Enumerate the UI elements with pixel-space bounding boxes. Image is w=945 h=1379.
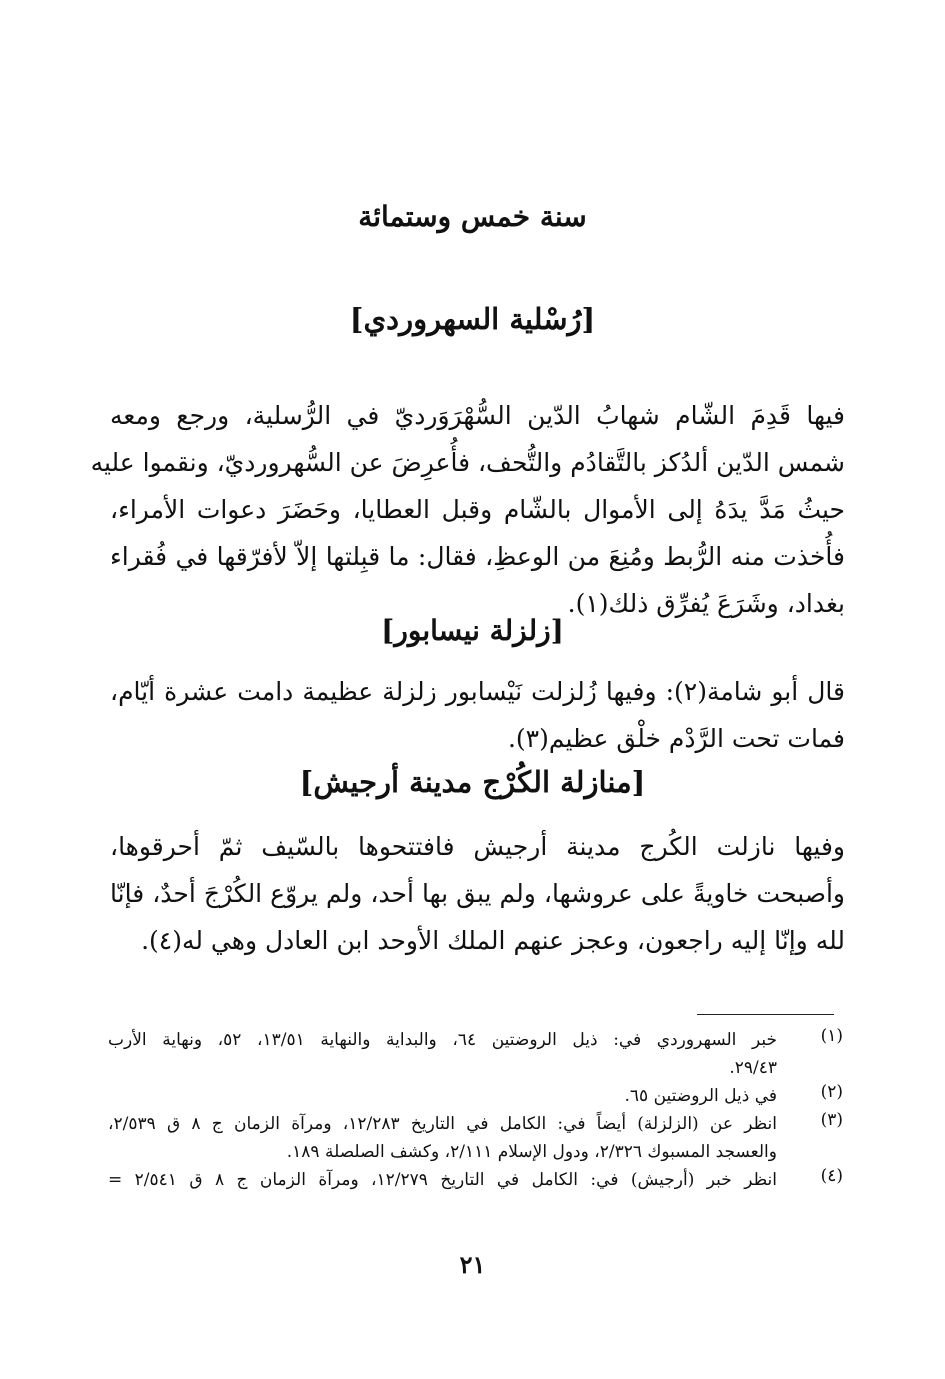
paragraph-nishapur-earthquake: [110, 668, 845, 762]
text-line: فأُخذت منه الرُّبط ومُنِعَ من الوعظِ، فقال: ما قبِلتها إلاّ لأفرّقها في فُقراء: [110, 542, 845, 571]
footnote-line: في ذيل الروضتين ٦٥.: [624, 1086, 777, 1106]
footnote: [108, 1166, 843, 1194]
page-number: ٢١: [459, 1250, 486, 1279]
section-title-suhrawardi-mission: [رُسْلية السهروردي]: [349, 302, 596, 336]
year-title: سنة خمس وستمائة: [358, 200, 587, 233]
footnote-line: انظر عن (الزلزلة) أيضاً في: الكامل في التاريخ ١٢/٢٨٣، ومرآة الزمان ج ٨ ق ٢/٥٣٩،: [108, 1114, 777, 1134]
footnote: [108, 1110, 843, 1166]
footnote-line: والعسجد المسبوك ٢/٣٢٦، ودول الإسلام ٢/١١١، وكشف الصلصلة ١٨٩.: [286, 1142, 777, 1162]
footnote: [108, 1026, 843, 1082]
paragraph-suhrawardi-mission: [90, 392, 845, 627]
text-line: فيها قَدِمَ الشّام شهابُ الدّين السُّهْرَوَرديّ في الرُّسلية، ورجع ومعه: [110, 401, 845, 430]
text-line: فمات تحت الرَّدْم خلْق عظيم(٣).: [507, 724, 845, 753]
footnote: [108, 1082, 843, 1110]
footnote-separator: [697, 1014, 834, 1015]
text-line: حيثُ مَدَّ يدَهُ إلى الأموال بالشّام وقبل العطايا، وحَضَرَ دعوات الأمراء،: [110, 495, 845, 524]
footnote-number: (٤): [820, 1166, 843, 1186]
text-line: قال أبو شامة(٢): وفيها زُلزلت نَيْسابور زلزلة عظيمة دامت عشرة أيّام،: [110, 677, 845, 706]
text-line: وأصبحت خاويةً على عروشها، ولم يبق بها أحد، ولم يروّع الكُرْجَ أحدٌ، فإنّا: [110, 879, 845, 908]
footnote-number: (٣): [820, 1110, 843, 1130]
text-line: وفيها نازلت الكُرج مدينة أرجيش فافتتحوها بالسّيف ثمّ أحرقوها،: [110, 832, 845, 861]
section-title-nishapur-earthquake: [زلزلة نيسابور]: [381, 614, 564, 647]
footnote-line: خبر السهروردي في: ذيل الروضتين ٦٤، والبداية والنهاية ١٣/٥١، ٥٢، ونهاية الأرب: [108, 1030, 777, 1050]
text-line: لله وإنّا إليه راجعون، وعجز عنهم الملك الأوحد ابن العادل وهي له(٤).: [141, 926, 845, 955]
text-line: شمس الدّين ألدُكز بالتَّقادُم والتُّحف، فأُعرِضَ عن السُّهرورديّ، ونقموا عليه: [90, 448, 845, 477]
paragraph-arjish-siege: [110, 823, 845, 964]
text-line: بغداد، وشَرَعَ يُفرِّق ذلك(١).: [567, 589, 845, 618]
footnotes: [108, 1026, 843, 1194]
footnote-number: (٢): [820, 1082, 843, 1102]
footnote-line: انظر خبر (أرجيش) في: الكامل في التاريخ ١٢/٢٧٩، ومرآة الزمان ج ٨ ق ٢/٥٤١ =: [108, 1170, 777, 1190]
section-title-arjish-siege: [منازلة الكُرْج مدينة أرجيش]: [299, 765, 646, 799]
footnote-number: (١): [820, 1026, 843, 1046]
footnote-line: ٢٩/٤٣.: [729, 1058, 777, 1078]
